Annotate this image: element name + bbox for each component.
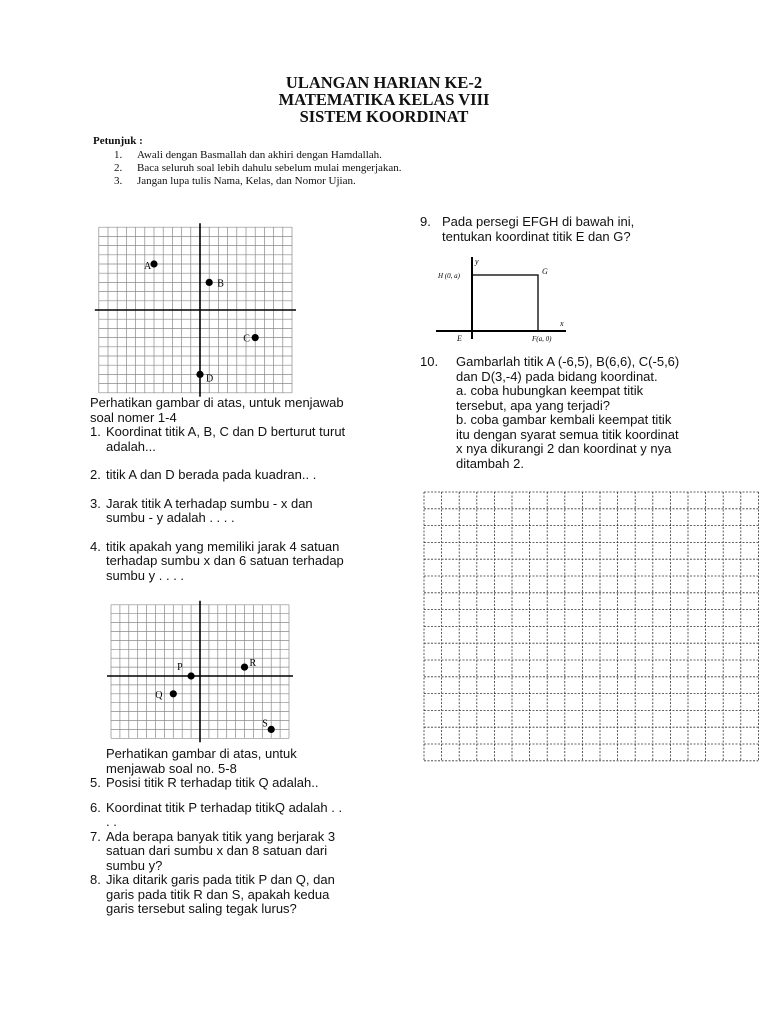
question-7: 7. Ada berapa banyak titik yang berjarak 3 satuan dari sumbu x dan 8 satuan dari sumbu y? [90,828,336,873]
question-5: 5. Posisi titik R terhadap titik Q adalah.. [90,775,319,790]
point-d [196,371,203,378]
point-q [170,690,177,697]
coordinate-graph-1 [92,222,304,398]
point-c [252,334,259,341]
answer-grid[interactable] [422,490,762,762]
y-axis-label: y [475,257,479,266]
question-3: 3. Jarak titik A terhadap sumbu - x dan sumbu - y adalah . . . . [90,495,313,525]
point-r [241,664,248,671]
question-6: 6. Koordinat titik P terhadap titikQ adalah . . . . [90,799,343,829]
section-1-intro: Perhatikan gambar di atas, untuk menjawab soal nomer 1-4 [90,395,344,425]
g-label: G [542,267,548,276]
point-label-b: B [217,278,224,290]
point-b [206,279,213,286]
point-label-p: P [177,662,183,673]
question-4: 4. titik apakah yang memiliki jarak 4 satuan terhadap sumbu x dan 6 satuan terhadap sumbu y . . . . [90,538,344,583]
point-label-q: Q [155,689,163,701]
instructions [93,135,402,188]
question-2: 2. titik A dan D berada pada kuadran.. . [90,467,317,482]
point-label-d: D [206,373,214,385]
question-10: 10. Gambarlah titik A (-6,5), B(6,6), C(-5,6) dan D(3,-4) pada bidang koordinat. a. coba hubungkan keempat titik tersebut, apa yang terjadi? b. coba gambar kembali keempat titik itu dengan syarat semua titik koordinat x nya dikurangi 2 dan koordinat y nya ditambah 2. [420,354,680,471]
point-label-r: R [249,658,257,670]
section-2-intro: Perhatikan gambar di atas, untuk menjawab soal no. 5-8 [106,746,297,776]
point-p [188,672,195,679]
section-1 [90,396,400,583]
point-label-a: A [144,261,152,272]
point-s [268,726,275,733]
square-efgh [472,275,538,331]
question-1: 1. Koordinat titik A, B, C dan D berturut turut adalah... [90,424,346,454]
point-label-s: S [262,718,268,730]
h-label: H (0, a) [438,272,460,280]
instruction-item: 1. Awali dengan Basmallah dan akhiri dengan Hamdallah. [114,149,382,161]
f-label: F(a, 0) [532,335,552,343]
instruction-item: 2. Baca seluruh soal lebih dahulu sebelum mulai mengerjakan. [114,162,402,174]
instructions-heading: Petunjuk : [93,135,143,147]
title-line-3: SISTEM KOORDINAT [299,107,469,126]
e-label: E [457,334,462,343]
question-8: 8. Jika ditarik garis pada titik P dan Q, dan garis pada titik R dan S, apakah kedua garis tersebut saling tegak lurus? [90,872,335,916]
instruction-item: 3. Jangan lupa tulis Nama, Kelas, dan Nomor Ujian. [114,175,356,187]
point-a [150,260,157,267]
question-9: 9. Pada persegi EFGH di bawah ini, tentukan koordinat titik E dan G? [420,214,635,244]
section-2 [90,747,400,917]
page-title [0,74,768,125]
title-line-1: ULANGAN HARIAN KE-2 [285,73,483,92]
coordinate-graph-2 [104,600,296,745]
square-efgh-figure [432,255,572,347]
point-label-c: C [243,333,250,345]
x-axis-label: x [560,319,564,328]
title-line-2: MATEMATIKA KELAS VIII [278,90,490,109]
